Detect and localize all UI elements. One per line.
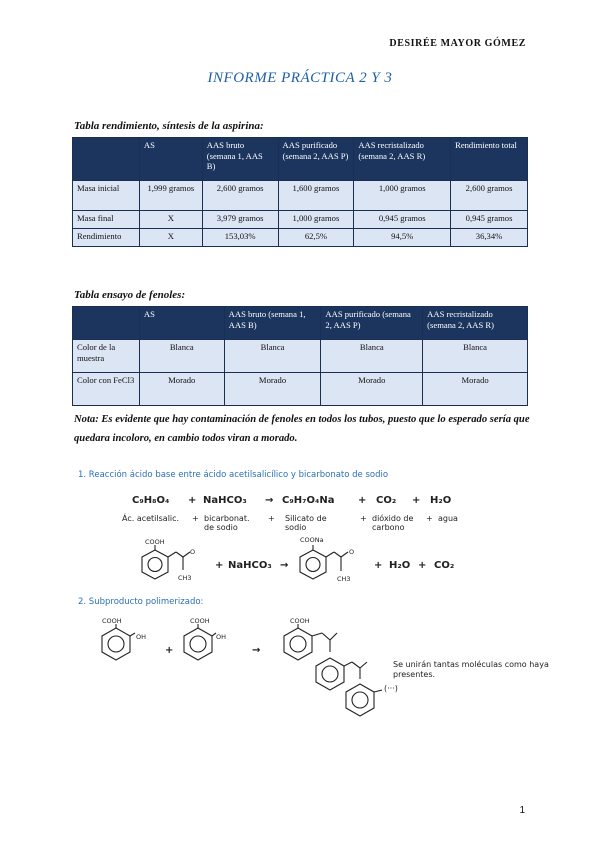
arrow-sign: → — [280, 560, 289, 571]
section1-title: 1. Reacción ácido base entre ácido acetilsalicílico y bicarbonato de sodio — [78, 470, 389, 480]
ch3-label: CH3 — [178, 574, 192, 582]
table-cell: X — [139, 229, 202, 247]
plus-sign: + — [268, 514, 275, 523]
arrow-sign: → — [265, 495, 274, 506]
polymer-comment: Se unirán tantas moléculas como haya presentes. — [393, 660, 549, 679]
header-cell: AAS purificado (semana 2, AAS P) — [321, 307, 423, 340]
oxygen-label: O — [190, 548, 196, 556]
table-cell: Morado — [423, 373, 528, 406]
plus-sign: + — [418, 560, 427, 571]
table-cell: X — [139, 211, 202, 229]
table-cell: Blanca — [423, 340, 528, 373]
table2-caption: Tabla ensayo de fenoles: — [74, 289, 186, 301]
table1-caption: Tabla rendimiento, síntesis de la aspirina: — [74, 120, 264, 132]
table-cell: 0,945 gramos — [451, 211, 528, 229]
formula-product1: C₉H₇O₄Na — [282, 495, 335, 506]
ch3-label: CH3 — [337, 575, 351, 583]
header-cell: AAS bruto (semana 1, AAS B) — [224, 307, 321, 340]
co2-label: CO₂ — [434, 560, 455, 571]
cooh-label: COOH — [102, 617, 122, 625]
page-number: 1 — [519, 805, 525, 816]
table-cell: 62,5% — [278, 229, 354, 247]
header-cell: AAS bruto (semana 1, AAS B) — [202, 138, 278, 181]
author-name: DESIRÉE MAYOR GÓMEZ — [389, 38, 526, 49]
table-cell: Blanca — [321, 340, 423, 373]
nahco3-label: NaHCO₃ — [228, 560, 272, 571]
cooh-label: COOH — [190, 617, 210, 625]
plus-sign: + — [165, 645, 174, 656]
table-cell: 1,000 gramos — [278, 211, 354, 229]
name-product1: Silicato de sodio — [285, 514, 327, 532]
formula-reactant1: C₉H₈O₄ — [132, 495, 170, 506]
name-reactant2: bicarbonat. de sodio — [204, 514, 250, 532]
row-label: Masa inicial — [73, 181, 140, 211]
plus-sign: + — [360, 514, 367, 523]
table-cell: 94,5% — [354, 229, 451, 247]
table-cell: Blanca — [224, 340, 321, 373]
table-cell: Morado — [139, 373, 224, 406]
plus-sign: + — [215, 560, 224, 571]
formula-reactant2: NaHCO₃ — [203, 495, 247, 506]
table-cell: 1,999 gramos — [139, 181, 202, 211]
plus-sign: + — [188, 495, 197, 506]
name-product3: agua — [438, 514, 458, 523]
plus-sign: + — [426, 514, 433, 523]
name-product2: dióxido de carbono — [372, 514, 414, 532]
header-cell: AS — [139, 307, 224, 340]
table-cell: 2,600 gramos — [202, 181, 278, 211]
header-cell: AAS recristalizado (semana 2, AAS R) — [423, 307, 528, 340]
row-label: Rendimiento — [73, 229, 140, 247]
header-cell: Rendimiento total — [451, 138, 528, 181]
table-cell: 2,600 gramos — [451, 181, 528, 211]
cooh-label: COOH — [145, 538, 165, 546]
row-label: Color con FeCl3 — [73, 373, 140, 406]
plus-sign: + — [412, 495, 421, 506]
oh-label: OH — [216, 633, 227, 641]
continuation-dots: (···) — [384, 684, 398, 693]
formula-product2: CO₂ — [376, 495, 397, 506]
name-reactant1: Ác. acetilsalic. — [122, 514, 180, 523]
oxygen-label: O — [349, 548, 355, 556]
note-paragraph: Nota: Es evidente que hay contaminación de fenoles en todos los tubos, puesto que lo esperado sería que quedara incoloro, en cambio todos viran a morado. — [74, 414, 530, 444]
arrow-sign: → — [252, 645, 261, 656]
table-cell: Morado — [224, 373, 321, 406]
header-cell: AAS purificado (semana 2, AAS P) — [278, 138, 354, 181]
table-cell: 153,03% — [202, 229, 278, 247]
plus-sign: + — [192, 514, 199, 523]
formula-product3: H₂O — [430, 495, 452, 506]
table-cell: 1,000 gramos — [354, 181, 451, 211]
row-label: Color de la muestra — [73, 340, 140, 373]
table-cell: 0,945 gramos — [354, 211, 451, 229]
plus-sign: + — [374, 560, 383, 571]
table-cell: 36,34% — [451, 229, 528, 247]
table-cell: 3,979 gramos — [202, 211, 278, 229]
h2o-label: H₂O — [389, 560, 411, 571]
header-cell: AAS recristalizado (semana 2, AAS R) — [354, 138, 451, 181]
plus-sign: + — [358, 495, 367, 506]
document-title: INFORME PRÁCTICA 2 Y 3 — [207, 70, 393, 86]
table-cell: Blanca — [139, 340, 224, 373]
section2-title: 2. Subproducto polimerizado: — [78, 597, 204, 607]
cooh-label: COOH — [290, 617, 310, 625]
coona-label: COONa — [300, 536, 324, 544]
row-label: Masa final — [73, 211, 140, 229]
table-cell: 1,600 gramos — [278, 181, 354, 211]
header-cell: AS — [139, 138, 202, 181]
table-cell: Morado — [321, 373, 423, 406]
oh-label: OH — [136, 633, 147, 641]
